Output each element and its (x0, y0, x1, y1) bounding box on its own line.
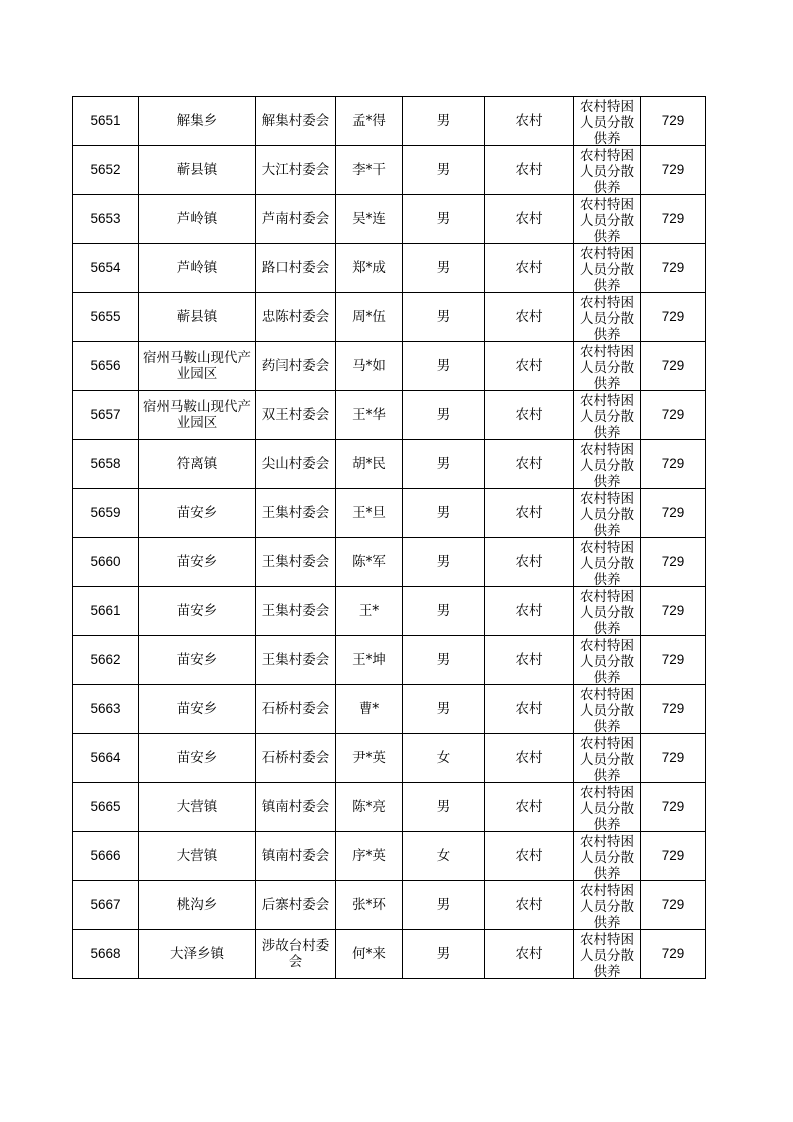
support-category-text: 农村特困人员分散供养 (580, 784, 634, 831)
person-name-cell: 李*干 (336, 146, 403, 195)
person-name-cell: 周*伍 (336, 293, 403, 342)
amount-cell: 729 (641, 538, 706, 587)
residence-type-cell: 农村 (485, 97, 574, 146)
village-committee-cell: 镇南村委会 (256, 832, 336, 881)
town-cell: 大泽乡镇 (139, 930, 256, 979)
amount-cell: 729 (641, 783, 706, 832)
support-category-cell (574, 881, 641, 930)
village-committee-cell: 石桥村委会 (256, 734, 336, 783)
support-category-cell (574, 293, 641, 342)
person-name-cell: 陈*亮 (336, 783, 403, 832)
table-row (73, 734, 706, 783)
record-number-cell: 5664 (73, 734, 139, 783)
village-committee-cell: 双王村委会 (256, 391, 336, 440)
residence-type-cell: 农村 (485, 244, 574, 293)
table-row (73, 881, 706, 930)
village-committee-cell: 涉故台村委会 (256, 930, 336, 979)
support-category-cell (574, 97, 641, 146)
village-committee-cell: 大江村委会 (256, 146, 336, 195)
residence-type-cell: 农村 (485, 146, 574, 195)
support-category-text: 农村特困人员分散供养 (580, 392, 634, 439)
amount-cell: 729 (641, 587, 706, 636)
support-category-cell (574, 930, 641, 979)
amount-cell: 729 (641, 293, 706, 342)
village-committee-cell: 后寨村委会 (256, 881, 336, 930)
amount-cell: 729 (641, 391, 706, 440)
table-row (73, 930, 706, 979)
table-row (73, 342, 706, 391)
support-category-text: 农村特困人员分散供养 (580, 490, 634, 537)
village-committee-cell: 王集村委会 (256, 587, 336, 636)
residence-type-cell: 农村 (485, 391, 574, 440)
residence-type-cell: 农村 (485, 734, 574, 783)
table-row (73, 440, 706, 489)
roster-body (73, 97, 706, 979)
residence-type-cell: 农村 (485, 342, 574, 391)
town-cell: 苗安乡 (139, 587, 256, 636)
residence-type-cell: 农村 (485, 440, 574, 489)
gender-cell: 男 (403, 293, 485, 342)
residence-type-cell: 农村 (485, 489, 574, 538)
support-category-cell (574, 440, 641, 489)
table-row (73, 97, 706, 146)
record-number-cell: 5655 (73, 293, 139, 342)
table-row (73, 587, 706, 636)
table-row (73, 538, 706, 587)
village-committee-cell: 路口村委会 (256, 244, 336, 293)
amount-cell: 729 (641, 440, 706, 489)
person-name-cell: 曹* (336, 685, 403, 734)
table-row (73, 244, 706, 293)
town-cell: 苗安乡 (139, 538, 256, 587)
support-category-cell (574, 685, 641, 734)
record-number-cell: 5668 (73, 930, 139, 979)
support-category-cell (574, 342, 641, 391)
table-row (73, 832, 706, 881)
record-number-cell: 5662 (73, 636, 139, 685)
amount-cell: 729 (641, 881, 706, 930)
record-number-cell: 5652 (73, 146, 139, 195)
support-category-text: 农村特困人员分散供养 (580, 735, 634, 782)
residence-type-cell: 农村 (485, 783, 574, 832)
gender-cell: 男 (403, 685, 485, 734)
amount-cell: 729 (641, 195, 706, 244)
support-category-text: 农村特困人员分散供养 (580, 147, 634, 194)
record-number-cell: 5651 (73, 97, 139, 146)
village-committee-cell: 药闫村委会 (256, 342, 336, 391)
residence-type-cell: 农村 (485, 636, 574, 685)
support-category-text: 农村特困人员分散供养 (580, 833, 634, 880)
village-committee-cell: 镇南村委会 (256, 783, 336, 832)
record-number-cell: 5660 (73, 538, 139, 587)
village-committee-cell: 解集村委会 (256, 97, 336, 146)
support-category-cell (574, 195, 641, 244)
table-row (73, 293, 706, 342)
record-number-cell: 5667 (73, 881, 139, 930)
person-name-cell: 王*华 (336, 391, 403, 440)
town-cell: 苗安乡 (139, 734, 256, 783)
residence-type-cell: 农村 (485, 930, 574, 979)
record-number-cell: 5653 (73, 195, 139, 244)
person-name-cell: 尹*英 (336, 734, 403, 783)
village-committee-cell: 尖山村委会 (256, 440, 336, 489)
village-committee-cell: 王集村委会 (256, 636, 336, 685)
gender-cell: 男 (403, 342, 485, 391)
town-cell: 苗安乡 (139, 685, 256, 734)
record-number-cell: 5663 (73, 685, 139, 734)
gender-cell: 男 (403, 146, 485, 195)
town-cell: 蕲县镇 (139, 293, 256, 342)
support-category-cell (574, 587, 641, 636)
support-category-text: 农村特困人员分散供养 (580, 441, 634, 488)
town-cell: 桃沟乡 (139, 881, 256, 930)
record-number-cell: 5656 (73, 342, 139, 391)
gender-cell: 男 (403, 489, 485, 538)
support-category-cell (574, 636, 641, 685)
residence-type-cell: 农村 (485, 881, 574, 930)
support-category-text: 农村特困人员分散供养 (580, 637, 634, 684)
residence-type-cell: 农村 (485, 538, 574, 587)
amount-cell: 729 (641, 832, 706, 881)
town-cell: 蕲县镇 (139, 146, 256, 195)
town-cell: 芦岭镇 (139, 195, 256, 244)
record-number-cell: 5659 (73, 489, 139, 538)
table-row (73, 195, 706, 244)
town-cell: 宿州马鞍山现代产业园区 (139, 391, 256, 440)
residence-type-cell: 农村 (485, 685, 574, 734)
person-name-cell: 吴*连 (336, 195, 403, 244)
town-cell: 大营镇 (139, 832, 256, 881)
support-category-text: 农村特困人员分散供养 (580, 196, 634, 243)
support-category-text: 农村特困人员分散供养 (580, 245, 634, 292)
town-cell: 解集乡 (139, 97, 256, 146)
gender-cell: 男 (403, 783, 485, 832)
table-row (73, 685, 706, 734)
support-category-cell (574, 489, 641, 538)
person-name-cell: 王*坤 (336, 636, 403, 685)
table-row (73, 636, 706, 685)
town-cell: 大营镇 (139, 783, 256, 832)
town-cell: 苗安乡 (139, 636, 256, 685)
support-category-cell (574, 391, 641, 440)
gender-cell: 男 (403, 97, 485, 146)
person-name-cell: 马*如 (336, 342, 403, 391)
support-category-cell (574, 832, 641, 881)
record-number-cell: 5654 (73, 244, 139, 293)
roster-table (72, 96, 706, 979)
town-cell: 苗安乡 (139, 489, 256, 538)
amount-cell: 729 (641, 97, 706, 146)
support-category-text: 农村特困人员分散供养 (580, 343, 634, 390)
town-cell: 宿州马鞍山现代产业园区 (139, 342, 256, 391)
table-row (73, 783, 706, 832)
support-category-cell (574, 244, 641, 293)
person-name-cell: 何*来 (336, 930, 403, 979)
support-category-cell (574, 538, 641, 587)
amount-cell: 729 (641, 146, 706, 195)
support-category-text: 农村特困人员分散供养 (580, 294, 634, 341)
person-name-cell: 郑*成 (336, 244, 403, 293)
gender-cell: 男 (403, 440, 485, 489)
village-committee-cell: 王集村委会 (256, 489, 336, 538)
gender-cell: 男 (403, 391, 485, 440)
village-committee-cell: 芦南村委会 (256, 195, 336, 244)
gender-cell: 男 (403, 930, 485, 979)
gender-cell: 男 (403, 587, 485, 636)
record-number-cell: 5661 (73, 587, 139, 636)
support-category-text: 农村特困人员分散供养 (580, 539, 634, 586)
town-cell: 芦岭镇 (139, 244, 256, 293)
village-committee-cell: 忠陈村委会 (256, 293, 336, 342)
residence-type-cell: 农村 (485, 832, 574, 881)
residence-type-cell: 农村 (485, 587, 574, 636)
roster-sheet (72, 96, 706, 979)
person-name-cell: 胡*民 (336, 440, 403, 489)
gender-cell: 男 (403, 195, 485, 244)
record-number-cell: 5665 (73, 783, 139, 832)
residence-type-cell: 农村 (485, 195, 574, 244)
person-name-cell: 张*环 (336, 881, 403, 930)
residence-type-cell: 农村 (485, 293, 574, 342)
record-number-cell: 5666 (73, 832, 139, 881)
person-name-cell: 孟*得 (336, 97, 403, 146)
gender-cell: 男 (403, 881, 485, 930)
table-row (73, 489, 706, 538)
village-committee-cell: 王集村委会 (256, 538, 336, 587)
amount-cell: 729 (641, 244, 706, 293)
support-category-cell (574, 783, 641, 832)
support-category-text: 农村特困人员分散供养 (580, 98, 634, 145)
support-category-cell (574, 146, 641, 195)
person-name-cell: 序*英 (336, 832, 403, 881)
village-committee-cell: 石桥村委会 (256, 685, 336, 734)
amount-cell: 729 (641, 685, 706, 734)
record-number-cell: 5658 (73, 440, 139, 489)
gender-cell: 女 (403, 832, 485, 881)
gender-cell: 女 (403, 734, 485, 783)
amount-cell: 729 (641, 342, 706, 391)
gender-cell: 男 (403, 636, 485, 685)
amount-cell: 729 (641, 734, 706, 783)
person-name-cell: 王* (336, 587, 403, 636)
amount-cell: 729 (641, 636, 706, 685)
support-category-text: 农村特困人员分散供养 (580, 931, 634, 978)
amount-cell: 729 (641, 930, 706, 979)
support-category-text: 农村特困人员分散供养 (580, 686, 634, 733)
support-category-text: 农村特困人员分散供养 (580, 882, 634, 929)
town-cell: 符离镇 (139, 440, 256, 489)
table-row (73, 146, 706, 195)
gender-cell: 男 (403, 538, 485, 587)
table-row (73, 391, 706, 440)
person-name-cell: 陈*军 (336, 538, 403, 587)
support-category-cell (574, 734, 641, 783)
amount-cell: 729 (641, 489, 706, 538)
person-name-cell: 王*旦 (336, 489, 403, 538)
support-category-text: 农村特困人员分散供养 (580, 588, 634, 635)
gender-cell: 男 (403, 244, 485, 293)
record-number-cell: 5657 (73, 391, 139, 440)
